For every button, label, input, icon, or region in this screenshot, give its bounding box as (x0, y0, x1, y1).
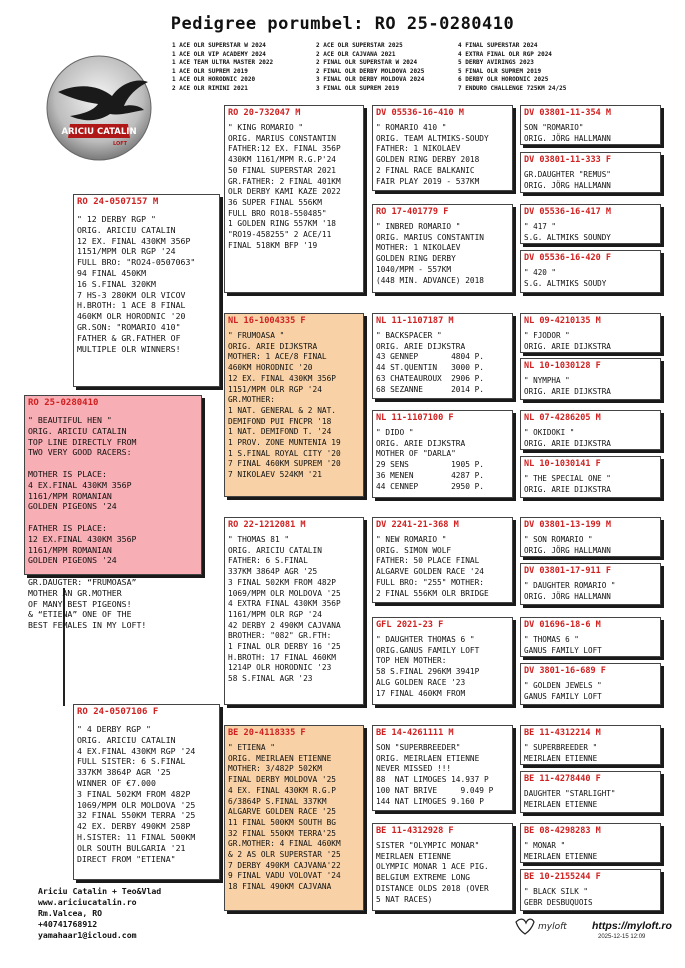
great-grandparent-card (372, 410, 513, 498)
ggg-parent-card (520, 152, 661, 193)
grandparent-description: " ETIENA " ORIG. MEIRLAEN ETIENNE MOTHER: 3/482P 502KM FINAL DERBY MOLDOVA '25 4 EX. FINAL 430KM R.G.P 6/3864P S.FINAL 337KM ALGARVE GOLDEN RACE '25 11 FINAL 500KM SOUTH BG 32 FINAL 550KM TERRA'25 GR.MOTHER: 4 FINAL 460KM & 2 AS OLR SUPERSTAR '25 7 DERBY 490KM CAJVANA'22 9 FINAL VADU VOLOVAT '24 18 FINAL 490KM CAJVANA (228, 743, 341, 892)
achievements-column-2 (316, 42, 424, 94)
ggg-parent-ring-number: DV 03801-17-911 F (524, 566, 611, 576)
grandparent-ring-number: NL 16-1004335 F (228, 316, 306, 326)
ggg-parent-card (520, 105, 661, 145)
website-url[interactable]: https://myloft.ro (592, 920, 672, 932)
ggg-parent-ring-number: DV 03801-13-199 M (524, 520, 611, 530)
generated-date: 2025-12-15 12:09 (598, 934, 646, 940)
achievement-line: 2 FINAL OLR SUPERSTAR W 2024 (316, 59, 418, 67)
loft-logo (40, 52, 158, 162)
logo-text: ARICIU CATALIN (61, 127, 137, 137)
grandparent-ring-number: RO 22-1212081 M (228, 520, 306, 530)
achievement-line: 1 ACE OLR HORODNIC 2020 (172, 76, 256, 84)
great-grandparent-card (372, 823, 513, 911)
father-description: " 12 DERBY RGP " ORIG. ARICIU CATALIN 12 EX. FINAL 430KM 356P 1151/MPM OLR RGP '24 FULL BRO: "RO24-0507063" 94 FINAL 450KM 16 S.FINAL 320KM 7 HS-3 280KM OLR VICOV H.BROTH: 1 ACE 8 FINAL 460KM OLR HORODNIC '20 GR.SON: "ROMARIO 410" FATHER & GR.FATHER OF MULTIPLE OLR WINNERS! (77, 214, 196, 354)
achievement-line: 5 FINAL OLR SUPREM 2019 (458, 67, 542, 75)
ggg-parent-ring-number: DV 01696-18-6 M (524, 620, 601, 630)
grandparent-ring-number: RO 20-732047 M (228, 108, 301, 118)
ggg-parent-description: " SON ROMARIO " ORIG. JÖRG HALLMANN (524, 535, 611, 555)
ggg-parent-ring-number: DV 03801-11-354 M (524, 108, 611, 118)
ggg-parent-ring-number: DV 03801-11-333 F (524, 155, 611, 165)
achievement-line: 2 ACE OLR RIMINI 2021 (172, 84, 248, 92)
myloft-logo-text: myloft (538, 922, 567, 932)
great-grandparent-ring-number: GFL 2021-23 F (376, 620, 444, 630)
ggg-parent-card (520, 663, 661, 705)
achievements-column-1 (172, 42, 273, 94)
ggg-parent-description: DAUGHTER "STARLIGHT" MEIRLAEN ETIENNE (524, 789, 616, 809)
page-title: Pedigree porumbel: RO 25-0280410 (170, 14, 515, 34)
great-grandparent-description: SON "SUPERBREEDER" ORIG. MEIRLAEN ETIENNE NEVER MISSED !!! 88 NAT LIMOGES 14.937 P 100 NAT BRIVE 9.049 P 144 NAT LIMOGES 9.160 P (376, 743, 494, 806)
grandparent-card-paternal-sire (224, 105, 364, 293)
great-grandparent-ring-number: DV 2241-21-368 M (376, 520, 459, 530)
ggg-parent-description: " OKIDOKI " ORIG. ARIE DIJKSTRA (524, 428, 611, 448)
great-grandparent-card (372, 313, 513, 399)
great-grandparent-description: " ROMARIO 410 " ORIG. TEAM ALTMIKS-SOUDY FATHER: 1 NIKOLAEV GOLDEN RING DERBY 2018 2 FINAL RACE BALKANIC FAIR PLAY 2019 - 537KM (376, 123, 489, 186)
ggg-parent-description: " NYMPHA " ORIG. ARIE DIJKSTRA (524, 376, 611, 396)
achievement-line: 6 DERBY OLR HORODNIC 2025 (458, 76, 549, 84)
ggg-parent-card (520, 517, 661, 557)
great-grandparent-description: " INBRED ROMARIO " ORIG. MARIUS CONSTANTIN MOTHER: 1 NIKOLAEV GOLDEN RING DERBY 1040/MPM - 557KM (448 MIN. ADVANCE) 2018 (376, 222, 484, 285)
grandparent-card-maternal-sire (224, 517, 364, 705)
ggg-parent-card (520, 771, 661, 813)
myloft-logo (512, 914, 574, 936)
ggg-parent-ring-number: DV 3801-16-689 F (524, 666, 606, 676)
grandparent-description: " KING ROMARIO " ORIG. MARIUS CONSTANTIN FATHER:12 EX. FINAL 356P 430KM 1161/MPM R.G.P'24 50 FINAL SUPERSTAR 2021 GR.FATHER: 2 FINAL 401KM OLR DERBY KAMI KAZE 2022 36 SUPER FINAL 556KM FULL BRO RO18-550485" 1 GOLDEN RING 557KM '18 "RO19-458255" 2 ACE/11 FINAL 518KM BFP '19 (228, 123, 341, 250)
grandparent-card-paternal-dam (224, 313, 364, 497)
grandparent-description: " THOMAS 81 " ORIG. ARICIU CATALIN FATHER: 6 S.FINAL 337KM 3864P AGR '25 3 FINAL 502KM FROM 482P 1069/MPM OLR MOLDOVA '25 4 EXTRA FINAL 430KM 356P 1161/MPM OLR RGP '24 42 DERBY 2 490KM CAJVANA BROTHER: "082" GR.FTH: 1 FINAL OLR DERBY 16 '25 H.BROTH: 17 FINAL 460KM 1214P OLR HORODNIC '23 58 S.FINAL AGR '23 (228, 535, 341, 684)
mother-description: " 4 DERBY RGP " ORIG. ARICIU CATALIN 4 EX.FINAL 430KM RGP '24 FULL SISTER: 6 S.FINAL 337KM 3864P AGR '25 WINNER OF €7.000 3 FINAL 502KM FROM 482P 1069/MPM OLR MOLDOVA '25 32 FINAL 550KM TERRA '25 42 EX. DERBY 490KM 258P H.SISTER: 11 FINAL 500KM OLR SOUTH BULGARIA '21 DIRECT FROM "ETIENA" (77, 724, 196, 864)
breeder-contact-info: Ariciu Catalin + Teo&Vlad www.ariciucatalin.ro Rm.Valcea, RO +40741768912 yamahaar1@icloud.com (38, 886, 162, 940)
ggg-parent-ring-number: BE 10-2155244 F (524, 872, 601, 882)
ggg-parent-ring-number: DV 05536-16-417 M (524, 207, 611, 217)
achievement-line: 7 ENDURO CHALLENGE 725KM 24/25 (458, 84, 567, 92)
ggg-parent-ring-number: BE 11-4278440 F (524, 774, 601, 784)
ggg-parent-ring-number: BE 08-4298283 M (524, 826, 601, 836)
great-grandparent-card (372, 517, 513, 603)
ggg-parent-card (520, 823, 661, 863)
ggg-parent-ring-number: NL 07-4286205 M (524, 413, 601, 423)
subject-ring-number: RO 25-0280410 (28, 398, 99, 408)
ggg-parent-description: " 420 " S.G. ALTMIKS SOUDY (524, 268, 607, 288)
mother-ring-number: RO 24-0507106 F (77, 707, 159, 717)
ggg-parent-description: " 417 " S.G. ALTMIKS SOUNDY (524, 222, 611, 242)
ggg-parent-card (520, 456, 661, 498)
pedigree-mother-card (73, 704, 220, 880)
great-grandparent-ring-number: DV 05536-16-410 M (376, 108, 464, 118)
father-ring-number: RO 24-0507157 M (77, 197, 159, 207)
ggg-parent-ring-number: DV 05536-16-420 F (524, 253, 611, 263)
great-grandparent-ring-number: NL 11-1107187 M (376, 316, 454, 326)
great-grandparent-ring-number: NL 11-1107100 F (376, 413, 454, 423)
pedigree-subject-card (24, 395, 202, 631)
subject-description: " BEAUTIFUL HEN " ORIG. ARICIU CATALIN TOP LINE DIRECTLY FROM TWO VERY GOOD RACERS: MOTHER IS PLACE: 4 EX.FINAL 430KM 356P 1161/MPM ROMANIAN GOLDEN PIGEONS '24 FATHER IS PLACE: 12 EX.FINAL 430KM 356P 1161/MPM ROMANIAN GOLDEN PIGEONS '24 GR.DAUGTER: “FRUMOASA” MOTHER AN GR.MOTHER OF MANY BEST PIGEONS! & “ETIENA” ONE OF THE BEST FEMALES IN MY LOFT! (28, 415, 147, 631)
great-grandparent-ring-number: BE 14-4261111 M (376, 728, 454, 738)
achievement-line: 2 ACE OLR CAJVANA 2021 (316, 50, 396, 58)
ggg-parent-card (520, 250, 661, 293)
ggg-parent-card (520, 313, 661, 353)
grandparent-description: " FRUMOASA " ORIG. ARIE DIJKSTRA MOTHER: 1 ACE/8 FINAL 460KM HORODNIC '20 12 EX. FINAL 430KM 356P 1151/MPM OLR RGP '24 GR.MOTHER: 1 NAT. GENERAL & 2 NAT. DEMIFOND PUI FNCPR '18 1 NAT. DEMIFOND T. '24 1 PROV. ZONE MUNTENIA 19 1 S.FINAL ROYAL CITY '20 7 FINAL 460KM SUPREM '20 7 NIKOLAEV 524KM '21 (228, 331, 341, 480)
great-grandparent-ring-number: BE 11-4312928 F (376, 826, 454, 836)
achievement-line: 1 ACE OLR SUPERSTAR W 2024 (172, 42, 266, 49)
ggg-parent-description: " BLACK SILK " GEBR DESBUQUOIS (524, 887, 593, 907)
achievement-line: 1 ACE TEAM ULTRA MASTER 2022 (172, 59, 274, 67)
great-grandparent-ring-number: RO 17-401779 F (376, 207, 449, 217)
ggg-parent-ring-number: NL 10-1030141 F (524, 459, 601, 469)
ggg-parent-card (520, 358, 661, 400)
logo-subtext: LOFT (112, 141, 128, 147)
grandparent-card-maternal-dam (224, 725, 364, 911)
ggg-parent-card (520, 617, 661, 657)
ggg-parent-description: " SUPERBREEDER " MEIRLAEN ETIENNE (524, 743, 598, 763)
ggg-parent-description: " GOLDEN JEWELS " GANUS FAMILY LOFT (524, 681, 602, 701)
great-grandparent-card (372, 725, 513, 811)
great-grandparent-description: SISTER "OLYMPIC MONAR" MEIRLAEN ETIENNE OLYMPIC MONAR 1 ACE PIG. BELGIUM EXTREME LONG DISTANCE OLDS 2018 (OVER 5 NAT RACES) (376, 841, 489, 904)
ggg-parent-description: " FJODOR " ORIG. ARIE DIJKSTRA (524, 331, 611, 351)
ggg-parent-description: " DAUGHTER ROMARIO " ORIG. JÖRG HALLMANN (524, 581, 616, 601)
ggg-parent-card (520, 869, 661, 911)
ggg-parent-description: " THE SPECIAL ONE " ORIG. ARIE DIJKSTRA (524, 474, 611, 494)
grandparent-ring-number: BE 20-4118335 F (228, 728, 306, 738)
ggg-parent-description: " MONAR " MEIRLAEN ETIENNE (524, 841, 598, 861)
ggg-parent-card (520, 725, 661, 765)
achievement-line: 4 FINAL SUPERSTAR 2024 (458, 42, 538, 49)
ggg-parent-description: SON "ROMARIO" ORIG. JÖRG HALLMANN (524, 123, 611, 143)
great-grandparent-description: " NEW ROMARIO " ORIG. SIMON WOLF FATHER: 50 PLACE FINAL ALGARVE GOLDEN RACE '24 FULL BRO: "255" MOTHER: 2 FINAL 556KM OLR BRIDGE (376, 535, 489, 598)
great-grandparent-card (372, 617, 513, 705)
great-grandparent-description: " BACKSPACER " ORIG. ARIE DIJKSTRA 43 GENNEP 4804 P. 44 ST.QUENTIN 3000 P. 63 CHATEAUROUX 2906 P. 68 SEZANNE 2014 P. (376, 331, 484, 394)
achievement-line: 4 EXTRA FINAL OLR RGP 2024 (458, 50, 552, 58)
ggg-parent-ring-number: BE 11-4312214 M (524, 728, 601, 738)
ggg-parent-card (520, 563, 661, 605)
pedigree-father-card (73, 194, 220, 387)
ggg-parent-card (520, 204, 661, 244)
achievement-line: 2 FINAL OLR DERBY MOLDOVA 2025 (316, 67, 425, 75)
achievements-column-3 (458, 42, 566, 94)
achievement-line: 2 ACE OLR SUPERSTAR 2025 (316, 42, 403, 49)
ggg-parent-description: " THOMAS 6 " GANUS FAMILY LOFT (524, 635, 602, 655)
great-grandparent-card (372, 204, 513, 293)
achievement-line: 1 ACE OLR VIP ACADEMY 2024 (172, 50, 266, 58)
ggg-parent-description: GR.DAUGHTER "REMUS" ORIG. JÖRG HALLMANN (524, 170, 611, 190)
great-grandparent-description: " DAUGHTER THOMAS 6 " ORIG.GANUS FAMILY LOFT TOP HEN MOTHER: 58 S.FINAL 296KM 3941P ALG GOLDEN RACE '23 17 FINAL 460KM FROM (376, 635, 480, 698)
achievement-line: 5 DERBY AVIRINGS 2023 (458, 59, 534, 67)
great-grandparent-description: " DIDO " ORIG. ARIE DIJKSTRA MOTHER OF "DARLA" 29 SENS 1905 P. 36 MENEN 4287 P. 44 CENNEP 2950 P. (376, 428, 484, 491)
ggg-parent-ring-number: NL 09-4210135 M (524, 316, 601, 326)
ggg-parent-card (520, 410, 661, 450)
achievement-line: 1 ACE OLR SUPREM 2019 (172, 67, 248, 75)
achievement-line: 3 FINAL OLR SUPREM 2019 (316, 84, 400, 92)
great-grandparent-card (372, 105, 513, 191)
ggg-parent-ring-number: NL 10-1030128 F (524, 361, 601, 371)
achievement-line: 3 FINAL OLR DERBY MOLDOVA 2024 (316, 76, 425, 84)
